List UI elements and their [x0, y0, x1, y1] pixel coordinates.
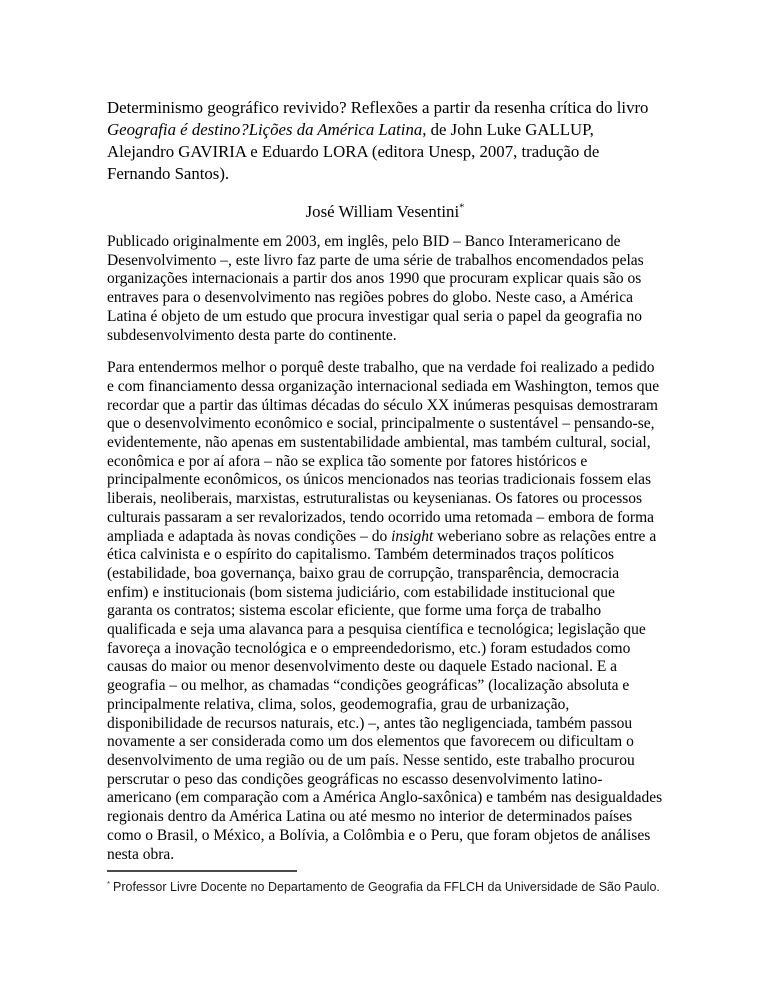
paragraph-2-italic-term: insight — [391, 527, 434, 545]
paragraph-2 — [107, 359, 663, 864]
paragraph-2-text-tail: weberiano sobre as relações entre a ética calvinista e o espírito do capitalismo. Também determinados traços políticos (estabilidade, boa governança, baixo grau de corrupção, transparência, democracia enfim) e institucionais (bom sistema judiciário, com estabilidade institucional que garanta os contratos; sistema escolar eficiente, que forme uma força de trabalho qualificada e seja uma alavanca para a pesquisa científica e tecnológica; legislação que favoreça a inovação tecnológica e o empreendedorismo, etc.) foram estudados como causas do maior ou menor desenvolvimento deste ou daquele Estado nacional. E a geografia – ou melhor, as chamadas “condições geográficas” (localização absoluta e principalmente relativa, clima, solos, geodemografia, grau de urbanização, disponibilidade de recursos naturais, etc.) –, antes tão negligenciada, também passou novamente a ser considerada como um dos elementos que favorecem ou dificultam o desenvolvimento de uma região ou de um país. Nesse sentido, este trabalho procurou perscrutar o peso das condições geográficas no escasso desenvolvimento latino-americano (em comparação com a América Anglo-saxônica) e também nas desigualdades regionais dentro da América Latina ou até mesmo no interior de determinados países como o Brasil, o México, a Bolívia, a Colômbia e o Peru, que foram objetos de análises nesta obra. — [107, 527, 663, 863]
author-line — [107, 201, 663, 223]
author-footnote-marker: * — [459, 202, 465, 214]
footnote-text: Professor Livre Docente no Departamento de Geografia da FFLCH da Universidade de São Paulo. — [113, 880, 660, 895]
paragraph-1: Publicado originalmente em 2003, em inglês, pelo BID – Banco Interamericano de Desenvolvimento –, este livro faz parte de uma série de trabalhos encomendados pelas organizações internacionais a partir dos anos 1990 que procuram explicar quais são os entraves para o desenvolvimento nas regiões pobres do globo. Neste caso, a América Latina é objeto de um estudo que procura investigar qual seria o papel da geografia no subdesenvolvimento desta parte do continente. — [107, 233, 644, 344]
title-text-tail: , de John Luke GALLUP, Alejandro GAVIRIA e Eduardo LORA (editora Unesp, 2007, tradução de Fernando Santos). — [107, 120, 600, 183]
footnote-separator-rule — [107, 870, 297, 872]
footnote — [107, 879, 663, 896]
title-text-lead: Determinismo geográfico revivido? Reflexões a partir da resenha crítica do livro — [107, 98, 649, 117]
paragraph-2-text-lead: Para entendermos melhor o porquê deste trabalho, que na verdade foi realizado a pedido e com financiamento dessa organização internacional sediada em Washington, temos que recordar que a partir das últimas décadas do século XX inúmeras pesquisas demostraram que o desenvolvimento econômico e social, principalmente o sustentável – pensando-se, evidentemente, não apenas em sustentabilidade ambiental, mas também cultural, social, econômica e por aí afora – não se explica tão somente por fatores históricos e principalmente econômicos, os únicos mencionados nas teorias tradicionais fossem elas liberais, neoliberais, marxistas, estruturalistas ou keysenianas. Os fatores ou processos culturais passaram a ser revalorizados, tendo ocorrido uma retomada – embora de forma ampliada e adaptada às novas condições – do — [107, 359, 660, 545]
author-name: José William Vesentini — [305, 202, 460, 221]
document-title — [107, 97, 663, 185]
footnote-marker: * — [107, 879, 111, 889]
title-book-name: Geografia é destino?Lições da América Latina — [107, 120, 423, 139]
